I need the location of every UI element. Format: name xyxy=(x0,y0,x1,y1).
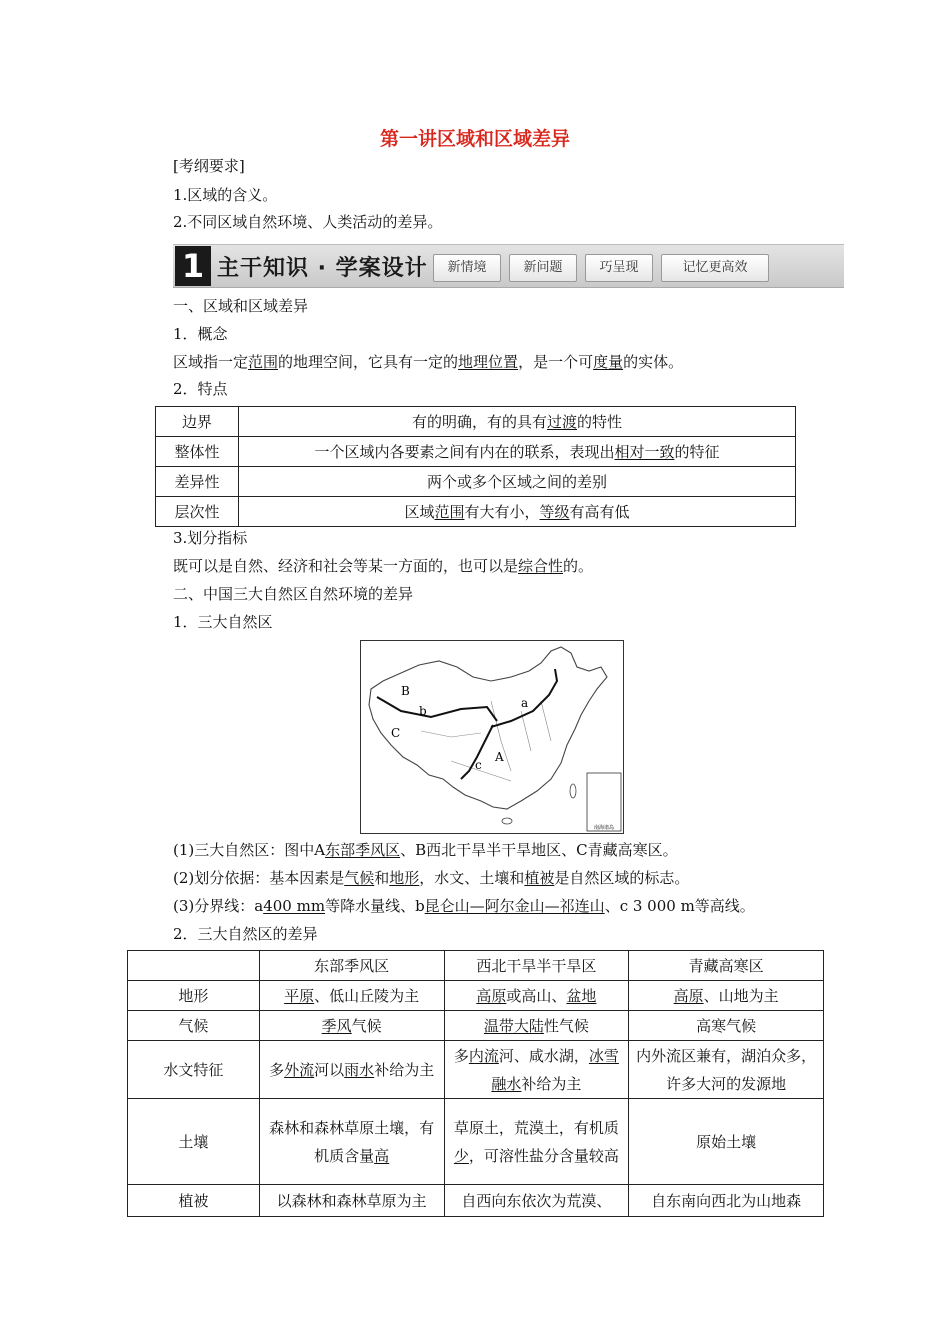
china-regions-map xyxy=(360,640,624,834)
regions-p3: (3)分界线：a400 mm等降水量线、b昆仑山—阿尔金山—祁连山、c 3 000 m等高线。 xyxy=(173,897,755,915)
banner-tab-new-question: 新问题 xyxy=(509,254,577,282)
hainan xyxy=(502,818,512,824)
table-row: 整体性 一个区域内各要素之间有内在的联系，表现出相对一致的特征 xyxy=(156,437,796,467)
features-heading: 2．特点 xyxy=(173,380,228,398)
differences-heading: 2．三大自然区的差异 xyxy=(173,925,318,943)
syllabus-item-2: 2.不同区域自然环境、人类活动的差异。 xyxy=(173,213,443,231)
map-label-inset: 南海诸岛 xyxy=(593,825,615,831)
table-row: 土壤 森林和森林草原土壤，有机质含量高 草原土，荒漠土，有机质少，可溶性盐分含量较高 原始土壤 xyxy=(128,1099,824,1185)
map-label-c: c xyxy=(475,758,482,772)
boundary-b xyxy=(377,697,497,721)
table-row: 边界 有的明确，有的具有过渡的特性 xyxy=(156,407,796,437)
differences-table xyxy=(127,950,824,1217)
table-row: 气候 季风气候 温带大陆性气候 高寒气候 xyxy=(128,1011,824,1041)
map-label-B: B xyxy=(401,684,410,698)
table-row: 水文特征 多外流河以雨水补给为主 多内流河、咸水湖，冰雪融水补给为主 内外流区兼有，湖泊众多，许多大河的发源地 xyxy=(128,1041,824,1099)
map-label-b: b xyxy=(419,704,427,718)
table-row: 层次性 区域范围有大有小，等级有高有低 xyxy=(156,497,796,527)
map-label-A: A xyxy=(495,750,504,764)
banner-tab-clever-presentation: 巧呈现 xyxy=(585,254,653,282)
page-title: 第一讲区域和区域差异 xyxy=(379,128,570,150)
banner-heading: 主干知识 · 学案设计 xyxy=(217,256,428,281)
features-table xyxy=(155,406,796,527)
division-text: 既可以是自然、经济和社会等某一方面的，也可以是综合性的。 xyxy=(173,557,594,575)
inset-frame xyxy=(587,773,621,831)
regions-heading: 1．三大自然区 xyxy=(173,613,273,631)
banner-number: 1 xyxy=(175,246,211,286)
table-header-row: 东部季风区 西北干旱半干旱区 青藏高寒区 xyxy=(128,951,824,981)
regions-p1: (1)三大自然区：图中A东部季风区、B西北干旱半干旱地区、C青藏高寒区。 xyxy=(173,841,678,859)
concept-heading: 1．概念 xyxy=(173,325,228,343)
table-row: 差异性 两个或多个区域之间的差别 xyxy=(156,467,796,497)
map-graphic xyxy=(361,641,623,833)
concept-text: 区域指一定范围的地理空间，它具有一定的地理位置，是一个可度量的实体。 xyxy=(173,353,684,371)
division-heading: 3.划分指标 xyxy=(173,529,248,547)
banner-tab-memory: 记忆更高效 xyxy=(661,254,769,282)
section-2-heading: 二、中国三大自然区自然环境的差异 xyxy=(173,585,414,603)
map-label-a: a xyxy=(521,696,529,710)
table-row: 植被 以森林和森林草原为主 自西向东依次为荒漠、 自东南向西北为山地森 xyxy=(128,1185,824,1217)
syllabus-item-1: 1.区域的含义。 xyxy=(173,186,278,204)
table-row: 地形 平原、低山丘陵为主 高原或高山、盆地 高原、山地为主 xyxy=(128,981,824,1011)
syllabus-heading: [考纲要求] xyxy=(173,157,245,175)
map-label-C: C xyxy=(391,726,401,740)
section-banner xyxy=(173,244,844,288)
section-1-heading: 一、区域和区域差异 xyxy=(173,297,309,315)
banner-tab-new-situation: 新情境 xyxy=(433,254,501,282)
taiwan xyxy=(570,784,576,798)
regions-p2: (2)划分依据：基本因素是气候和地形，水文、土壤和植被是自然区域的标志。 xyxy=(173,869,690,887)
